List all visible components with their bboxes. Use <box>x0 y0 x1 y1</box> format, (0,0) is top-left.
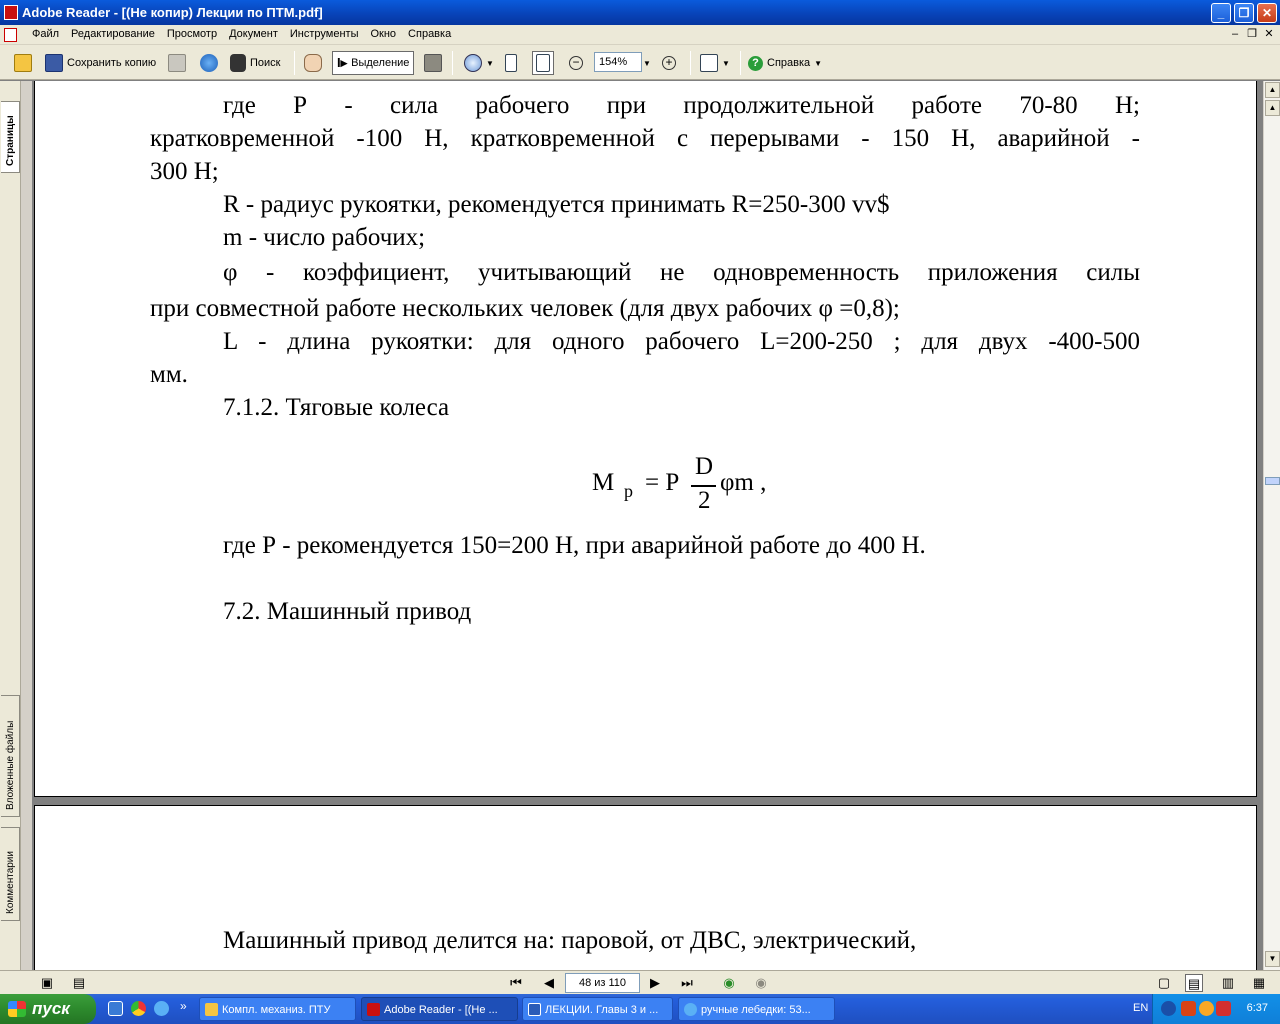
section-heading: 7.1.2. Тяговые колеса <box>223 394 450 421</box>
printer-icon <box>168 54 186 72</box>
menu-document[interactable]: Документ <box>229 28 278 40</box>
formula-equals: = P <box>645 469 680 496</box>
section-heading: 7.2. Машинный привод <box>223 598 472 625</box>
menu-window[interactable]: Окно <box>370 28 397 40</box>
formula-denominator: 2 <box>698 487 711 514</box>
text-line: при совместной работе нескольких человек (для двух рабочих φ =0,8); <box>150 295 900 322</box>
system-tray <box>1152 994 1280 1024</box>
rotate-view-button[interactable] <box>700 51 730 75</box>
doc-minimize-button[interactable]: – <box>1231 28 1239 40</box>
minimize-button[interactable]: _ <box>1211 3 1231 23</box>
show-desktop-icon[interactable] <box>108 1001 123 1016</box>
text-line: кратковременной -100 Н, кратковременной с перерывами - 150 Н, аварийной - <box>150 125 1140 152</box>
internet-explorer-icon <box>684 1003 697 1016</box>
folder-icon <box>14 54 32 72</box>
taskbar-item[interactable] <box>199 997 356 1021</box>
formula-subscript: p <box>624 481 633 501</box>
doc-close-button[interactable]: ✕ <box>1264 28 1274 40</box>
email-button[interactable] <box>200 51 218 75</box>
save-copy-label: Сохранить копию <box>67 57 157 69</box>
help-icon: ? <box>748 56 763 71</box>
rotate-page-icon <box>700 54 718 72</box>
vertical-scrollbar[interactable] <box>1263 81 1280 970</box>
start-button[interactable] <box>0 994 96 1024</box>
doc-restore-button[interactable]: ❐ <box>1247 28 1257 40</box>
page-thumbnail-icon[interactable]: ▣ <box>40 975 54 990</box>
tab-pages-label: Страницы <box>5 115 16 166</box>
continuous-facing-layout-icon[interactable]: ▦ <box>1252 975 1266 990</box>
search-label: Поиск <box>250 57 281 69</box>
single-page-layout-icon[interactable]: ▢ <box>1157 975 1171 990</box>
taskbar-item-label: ручные лебедки: 53... <box>701 1004 811 1016</box>
fit-width-button[interactable] <box>532 51 554 75</box>
scroll-up-button[interactable]: ▲ <box>1265 82 1280 98</box>
snapshot-button[interactable] <box>424 51 442 75</box>
taskbar-item[interactable] <box>361 997 518 1021</box>
adobe-reader-icon <box>367 1003 380 1016</box>
folder-icon <box>205 1003 218 1016</box>
tab-comments[interactable] <box>1 827 20 921</box>
tab-pages[interactable] <box>1 101 20 173</box>
taskbar-item-label: ЛЕКЦИИ. Главы 3 и ... <box>545 1004 659 1016</box>
search-button[interactable] <box>230 51 280 75</box>
open-button[interactable] <box>14 51 32 75</box>
menu-bar <box>0 25 1280 45</box>
hand-icon <box>304 54 322 72</box>
pdf-page <box>34 805 1257 970</box>
maximize-button[interactable]: ❐ <box>1234 3 1254 23</box>
menu-file[interactable]: Файл <box>32 28 60 40</box>
tray-arrow-icon[interactable] <box>1161 1001 1176 1016</box>
next-view-button[interactable]: ◉ <box>755 975 767 990</box>
print-button[interactable] <box>168 51 186 75</box>
text-line: мм. <box>150 361 188 388</box>
document-view[interactable] <box>33 81 1263 970</box>
tab-comments-label: Комментарии <box>5 851 16 914</box>
magnifier-icon <box>464 54 482 72</box>
menu-edit[interactable]: Редактирование <box>71 28 155 40</box>
taskbar-item-label: Компл. механиз. ПТУ <box>222 1004 331 1016</box>
hand-tool-button[interactable] <box>304 51 322 75</box>
help-button[interactable] <box>748 51 822 75</box>
document-info-icon[interactable]: ▤ <box>72 975 86 990</box>
fit-height-button[interactable] <box>505 51 517 75</box>
start-label: пуск <box>32 999 70 1018</box>
close-button[interactable]: ✕ <box>1257 3 1277 23</box>
quicklaunch-more-icon[interactable]: » <box>180 999 187 1013</box>
last-page-button[interactable]: ⏭ <box>681 975 693 990</box>
text-line: где Р - сила рабочего при продолжительной работе 70-80 Н; <box>223 92 1140 119</box>
formula <box>592 455 792 525</box>
select-label: Выделение <box>351 57 410 69</box>
chevron-down-icon: ▼ <box>486 58 494 68</box>
text-line: m - число рабочих; <box>223 224 426 251</box>
taskbar-item[interactable] <box>522 997 673 1021</box>
title-bar <box>0 0 1280 25</box>
page-number-input[interactable]: 48 из 110 <box>565 973 640 993</box>
fit-page-icon <box>505 54 517 72</box>
clock: 6:37 <box>1246 1002 1268 1014</box>
chevron-down-icon: ▼ <box>814 58 823 68</box>
floppy-disk-icon <box>45 54 63 72</box>
zoom-in-button[interactable] <box>662 51 676 75</box>
scroll-prev-page-button[interactable]: ▲ <box>1265 100 1280 116</box>
text-cursor-icon: I▸ <box>337 55 348 70</box>
formula-symbol: M <box>592 469 615 496</box>
tray-antivirus-icon[interactable] <box>1216 1001 1231 1016</box>
text-line: R - радиус рукоятки, рекомендуется принимать R=250-300 vv$ <box>223 191 890 218</box>
zoom-input[interactable]: 154% <box>594 52 642 72</box>
panel-splitter[interactable] <box>21 81 33 970</box>
tab-attachments-label: Вложенные файлы <box>5 720 16 810</box>
text-line: φ - коэффициент, учитывающий не одновременность приложения силы <box>223 259 1140 286</box>
internet-explorer-icon[interactable] <box>154 1001 169 1016</box>
chrome-icon[interactable] <box>131 1001 146 1016</box>
continuous-layout-icon[interactable]: ▤ <box>1185 974 1203 992</box>
chevron-down-icon: ▼ <box>722 58 730 68</box>
minus-circle-icon: − <box>569 56 583 70</box>
save-copy-button[interactable] <box>45 51 156 75</box>
menu-tools[interactable]: Инструменты <box>289 28 359 40</box>
window-title: Adobe Reader - [(Не копир) Лекции по ПТМ.pdf] <box>22 5 323 20</box>
navigation-panel <box>0 81 21 970</box>
formula-numerator: D <box>695 453 714 480</box>
plus-circle-icon: + <box>662 56 676 70</box>
help-label: Справка <box>767 57 811 69</box>
language-indicator[interactable]: EN <box>1133 1002 1149 1014</box>
document-icon[interactable] <box>4 28 17 42</box>
previous-view-button[interactable]: ◉ <box>723 975 735 990</box>
previous-page-button[interactable]: ◀ <box>544 975 554 990</box>
zoom-out-button[interactable] <box>569 51 583 75</box>
menu-view[interactable]: Просмотр <box>166 28 218 40</box>
zoom-dropdown-button[interactable]: ▼ <box>643 58 651 68</box>
tab-attachments[interactable] <box>1 695 20 817</box>
text-line: L - длина рукоятки: для одного рабочего L=200-250 ; для двух -400-500 <box>223 328 1140 355</box>
zoom-tool-button[interactable] <box>464 51 494 75</box>
adobe-reader-icon <box>4 5 18 20</box>
word-icon <box>528 1003 541 1016</box>
globe-mail-icon <box>200 54 218 72</box>
first-page-button[interactable]: ⏮ <box>510 975 522 990</box>
next-page-button[interactable]: ▶ <box>650 975 660 990</box>
select-tool-button[interactable] <box>332 51 414 75</box>
text-line: Машинный привод делится на: паровой, от ДВС, электрический, <box>223 927 917 954</box>
taskbar <box>0 994 1280 1024</box>
status-bar <box>0 970 1280 994</box>
text-line: 300 Н; <box>150 158 219 185</box>
fit-width-icon <box>536 54 550 72</box>
tray-app-icon[interactable] <box>1181 1001 1196 1016</box>
binoculars-icon <box>230 54 246 72</box>
scroll-thumb[interactable] <box>1265 477 1280 485</box>
taskbar-item-label: Adobe Reader - [(Не ... <box>384 1004 498 1016</box>
text-line: где Р - рекомендуется 150=200 Н, при аварийной работе до 400 Н. <box>223 532 926 559</box>
pdf-page <box>34 81 1257 797</box>
camera-icon <box>424 54 442 72</box>
tray-security-icon[interactable] <box>1199 1001 1214 1016</box>
menu-help[interactable]: Справка <box>408 28 452 40</box>
facing-layout-icon[interactable]: ▥ <box>1221 975 1235 990</box>
scroll-down-button[interactable]: ▼ <box>1265 951 1280 967</box>
taskbar-item[interactable] <box>678 997 835 1021</box>
windows-logo-icon <box>8 1001 26 1017</box>
formula-tail: φm , <box>720 469 767 496</box>
